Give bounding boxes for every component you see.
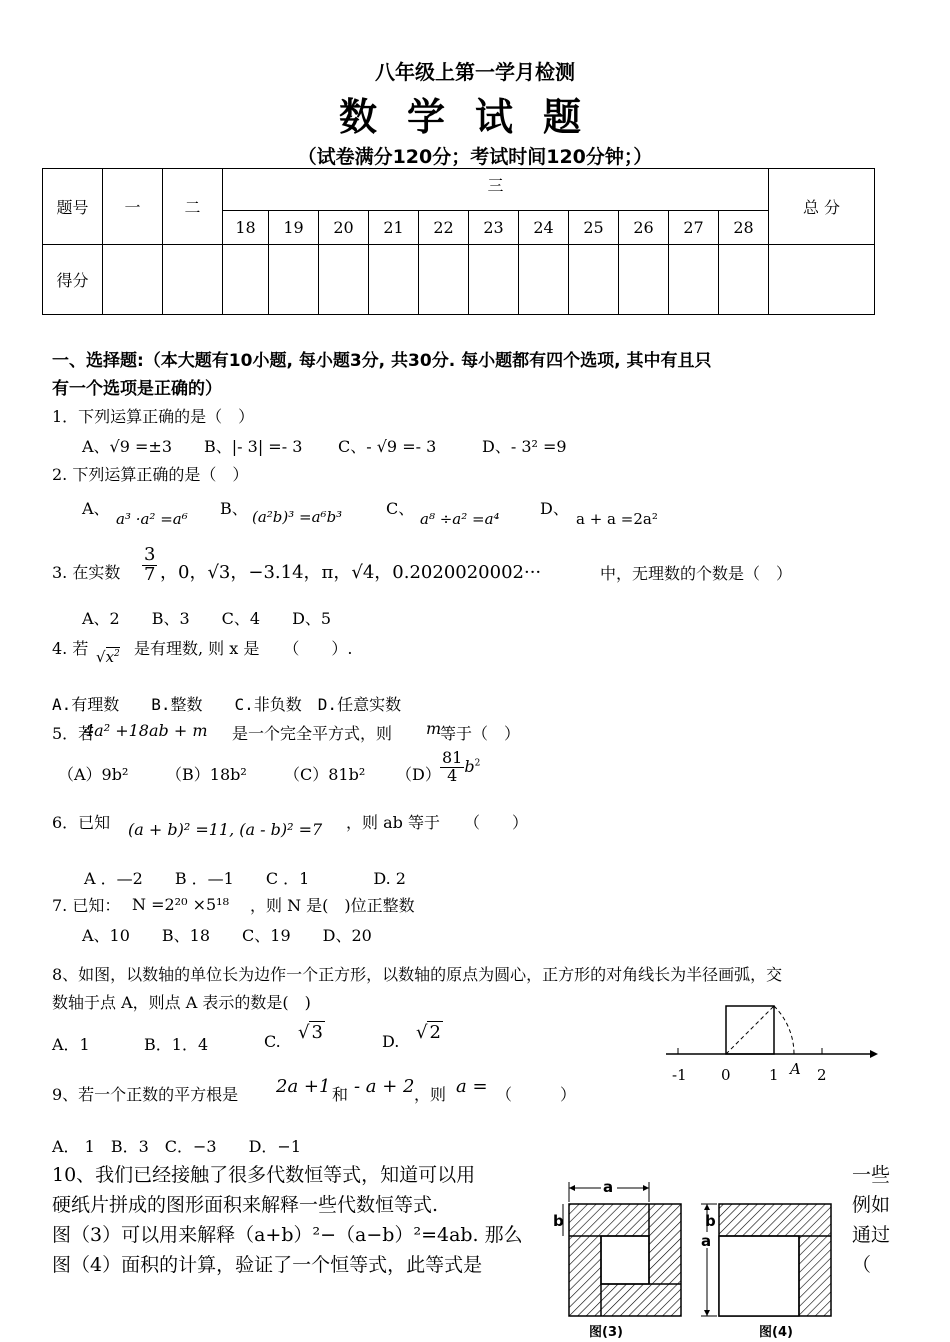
q3-options: A、2 B、3 C、4 D、5 xyxy=(82,609,332,628)
header-q27: 27 xyxy=(669,211,719,245)
header-q24: 24 xyxy=(519,211,569,245)
q6-suffix: ，则 ab 等于 （ ） xyxy=(346,813,528,832)
q3-suffix: 中，无理数的个数是（ ） xyxy=(600,564,793,583)
q2-option-b-label: B、 xyxy=(220,499,248,518)
header-q23: 23 xyxy=(469,211,519,245)
area-figures xyxy=(545,1170,845,1340)
axis-arrow-icon xyxy=(870,1050,878,1058)
q9-prefix: 9、若一个正数的平方根是 xyxy=(52,1085,239,1104)
q1-option-a: A、√9 =±3 xyxy=(82,437,173,456)
number-line-figure xyxy=(660,1000,880,1090)
q6-expression: (a + b)² =11, (a - b)² =7 xyxy=(128,820,323,839)
header-part-3: 三 xyxy=(223,169,769,211)
fig4-label-b: b xyxy=(705,1212,716,1230)
square-diagonal xyxy=(726,1006,774,1054)
fig3-label-a: a xyxy=(603,1178,614,1196)
label-1: 1 xyxy=(769,1066,779,1084)
score-cell[interactable] xyxy=(469,245,519,315)
q9-root-2: - a + 2 xyxy=(354,1076,415,1097)
q3-fraction: $\frac{3}{7}$ xyxy=(144,544,156,585)
q10-right-4: （ xyxy=(852,1254,872,1276)
header-part-2: 二 xyxy=(163,169,223,245)
q3-number-list: ，0，√3，−3.14，π，√4，0.2020020002··· xyxy=(160,562,542,583)
header-q18: 18 xyxy=(223,211,269,245)
score-table xyxy=(42,168,875,315)
q6-options: A ．—2 B ．—1 C ．1 D. 2 xyxy=(84,869,406,888)
figure-4 xyxy=(700,1204,831,1340)
q1-option-b: B、|- 3| =- 3 xyxy=(204,437,303,456)
score-cell[interactable] xyxy=(369,245,419,315)
section-1-heading-cont: 有一个选项是正确的） xyxy=(52,379,222,399)
q2-option-d: a + a =2a² xyxy=(576,510,658,528)
q4-suffix: 是有理数, 则 x 是 （ ）. xyxy=(134,639,353,658)
q5-var-m: m xyxy=(426,719,442,738)
q10-line4: 图（4）面积的计算，验证了一个恒等式，此等式是 xyxy=(52,1254,483,1276)
q9-then: ，则 xyxy=(414,1085,447,1104)
q8-stem-line2: 数轴于点 A，则点 A 表示的数是( ) xyxy=(52,993,311,1012)
header-q19: 19 xyxy=(269,211,319,245)
q8-stem-line1: 8、如图，以数轴的单位长为边作一个正方形，以数轴的原点为圆心，正方形的对角线长为半径画弧，交 xyxy=(52,965,783,984)
header-q25: 25 xyxy=(569,211,619,245)
q7-prefix: 7. 已知： xyxy=(52,896,121,915)
q8-option-a: A．1 xyxy=(52,1035,90,1054)
score-cell[interactable] xyxy=(163,245,223,315)
q8-option-c: C. xyxy=(264,1032,281,1051)
q2-option-d-label: D、 xyxy=(540,499,569,518)
score-cell[interactable] xyxy=(319,245,369,315)
q4-sqrt-x2: $√x^2$ xyxy=(96,648,120,666)
score-cell[interactable] xyxy=(769,245,875,315)
q9-and: 和 xyxy=(332,1085,349,1104)
q3-prefix: 3. 在实数 xyxy=(52,563,121,582)
exam-title: 数学试题 xyxy=(338,95,611,139)
q7-options: A、10 B、18 C、19 D、20 xyxy=(82,926,372,945)
label-point-a: A xyxy=(790,1060,801,1078)
q8-option-d: D. xyxy=(382,1032,400,1051)
q1-stem: 1．下列运算正确的是（ ） xyxy=(52,407,255,426)
header-q22: 22 xyxy=(419,211,469,245)
q4-options: A.有理数 B.整数 C.非负数 D.任意实数 xyxy=(52,695,402,714)
q5-option-d-label: （D） xyxy=(396,765,441,784)
row-label-score: 得分 xyxy=(43,245,103,315)
q10-line3: 图（3）可以用来解释（a+b）²−（a−b）²=4ab. 那么 xyxy=(52,1224,523,1246)
q10-line2: 硬纸片拼成的图形面积来解释一些代数恒等式. xyxy=(52,1194,439,1216)
q2-option-a-label: A、 xyxy=(82,499,110,518)
label-2: 2 xyxy=(817,1066,827,1084)
q7-suffix: ，则 N 是( )位正整数 xyxy=(250,896,415,915)
header-q20: 20 xyxy=(319,211,369,245)
q5-option-b: （B）18b² xyxy=(166,765,247,784)
q5-option-d-value: $\frac{81}{4}$ $b^2$ xyxy=(442,748,481,785)
score-cell[interactable] xyxy=(419,245,469,315)
header-question-no: 题号 xyxy=(43,169,103,245)
q1-option-d: D、- 3² =9 xyxy=(482,437,567,456)
q4-prefix: 4. 若 xyxy=(52,639,89,658)
section-1-heading: 一、选择题:（本大题有10小题, 每小题3分, 共30分. 每小题都有四个选项, 其中有且只 xyxy=(52,351,712,371)
q8-option-d-value: √ 2 xyxy=(416,1022,441,1043)
q5-option-a: （A）9b² xyxy=(58,765,129,784)
q10-right-2: 例如 xyxy=(852,1194,891,1216)
q10-line1: 10、我们已经接触了很多代数恒等式，知道可以用 xyxy=(52,1164,476,1186)
score-cell[interactable] xyxy=(619,245,669,315)
fig4-caption: 图(4) xyxy=(759,1325,793,1340)
q1-option-c: C、- √9 =- 3 xyxy=(338,437,437,456)
exam-subtitle: 八年级上第一学月检测 xyxy=(375,60,575,84)
header-q28: 28 xyxy=(719,211,769,245)
q8-option-b: B．1．4 xyxy=(144,1035,209,1054)
q9-var-a: a = xyxy=(456,1076,488,1097)
header-total: 总 分 xyxy=(769,169,875,245)
q7-expression: N =2²⁰ ×5¹⁸ xyxy=(132,895,229,914)
q5-prefix: 5．若 xyxy=(52,724,95,743)
score-cell[interactable] xyxy=(269,245,319,315)
header-q26: 26 xyxy=(619,211,669,245)
q5-option-c: （C）81b² xyxy=(284,765,366,784)
score-cell[interactable] xyxy=(669,245,719,315)
q6-prefix: 6．已知 xyxy=(52,813,111,832)
q5-expression: 4a² +18ab + m xyxy=(84,721,208,740)
score-cell[interactable] xyxy=(223,245,269,315)
q9-options: A． 1 B．3 C．−3 D．−1 xyxy=(52,1137,302,1156)
header-part-1: 一 xyxy=(103,169,163,245)
header-q21: 21 xyxy=(369,211,419,245)
q9-root-1: 2a +1 xyxy=(276,1076,331,1097)
fig3-label-b: b xyxy=(553,1212,564,1230)
score-cell[interactable] xyxy=(719,245,769,315)
label-minus1: -1 xyxy=(672,1066,687,1084)
q5-suffix: 等于（ ） xyxy=(440,724,521,743)
fig4-label-a: a xyxy=(701,1232,712,1250)
q5-mid: 是一个完全平方式，则 xyxy=(232,724,393,743)
q9-blank: （ ） xyxy=(496,1085,577,1104)
exam-info: （试卷满分120分；考试时间120分钟；） xyxy=(297,146,653,168)
q2-stem: 2. 下列运算正确的是（ ） xyxy=(52,465,249,484)
score-cell[interactable] xyxy=(519,245,569,315)
score-cell[interactable] xyxy=(569,245,619,315)
q2-option-c-label: C、 xyxy=(386,499,415,518)
q2-option-b: (a²b)³ =a⁶b³ xyxy=(252,508,343,526)
q2-option-c: a⁸ ÷a² =a⁴ xyxy=(420,510,500,528)
q10-right-3: 通过 xyxy=(852,1224,891,1246)
q2-option-a: a³ ·a² =a⁶ xyxy=(116,510,188,528)
q8-option-c-value: √ 3 xyxy=(298,1022,323,1043)
q10-right-1: 一些 xyxy=(852,1164,891,1186)
label-0: 0 xyxy=(721,1066,731,1084)
radius-arc xyxy=(774,1006,794,1054)
figure-3 xyxy=(553,1178,681,1340)
fig3-caption: 图(3) xyxy=(589,1325,623,1340)
score-cell[interactable] xyxy=(103,245,163,315)
